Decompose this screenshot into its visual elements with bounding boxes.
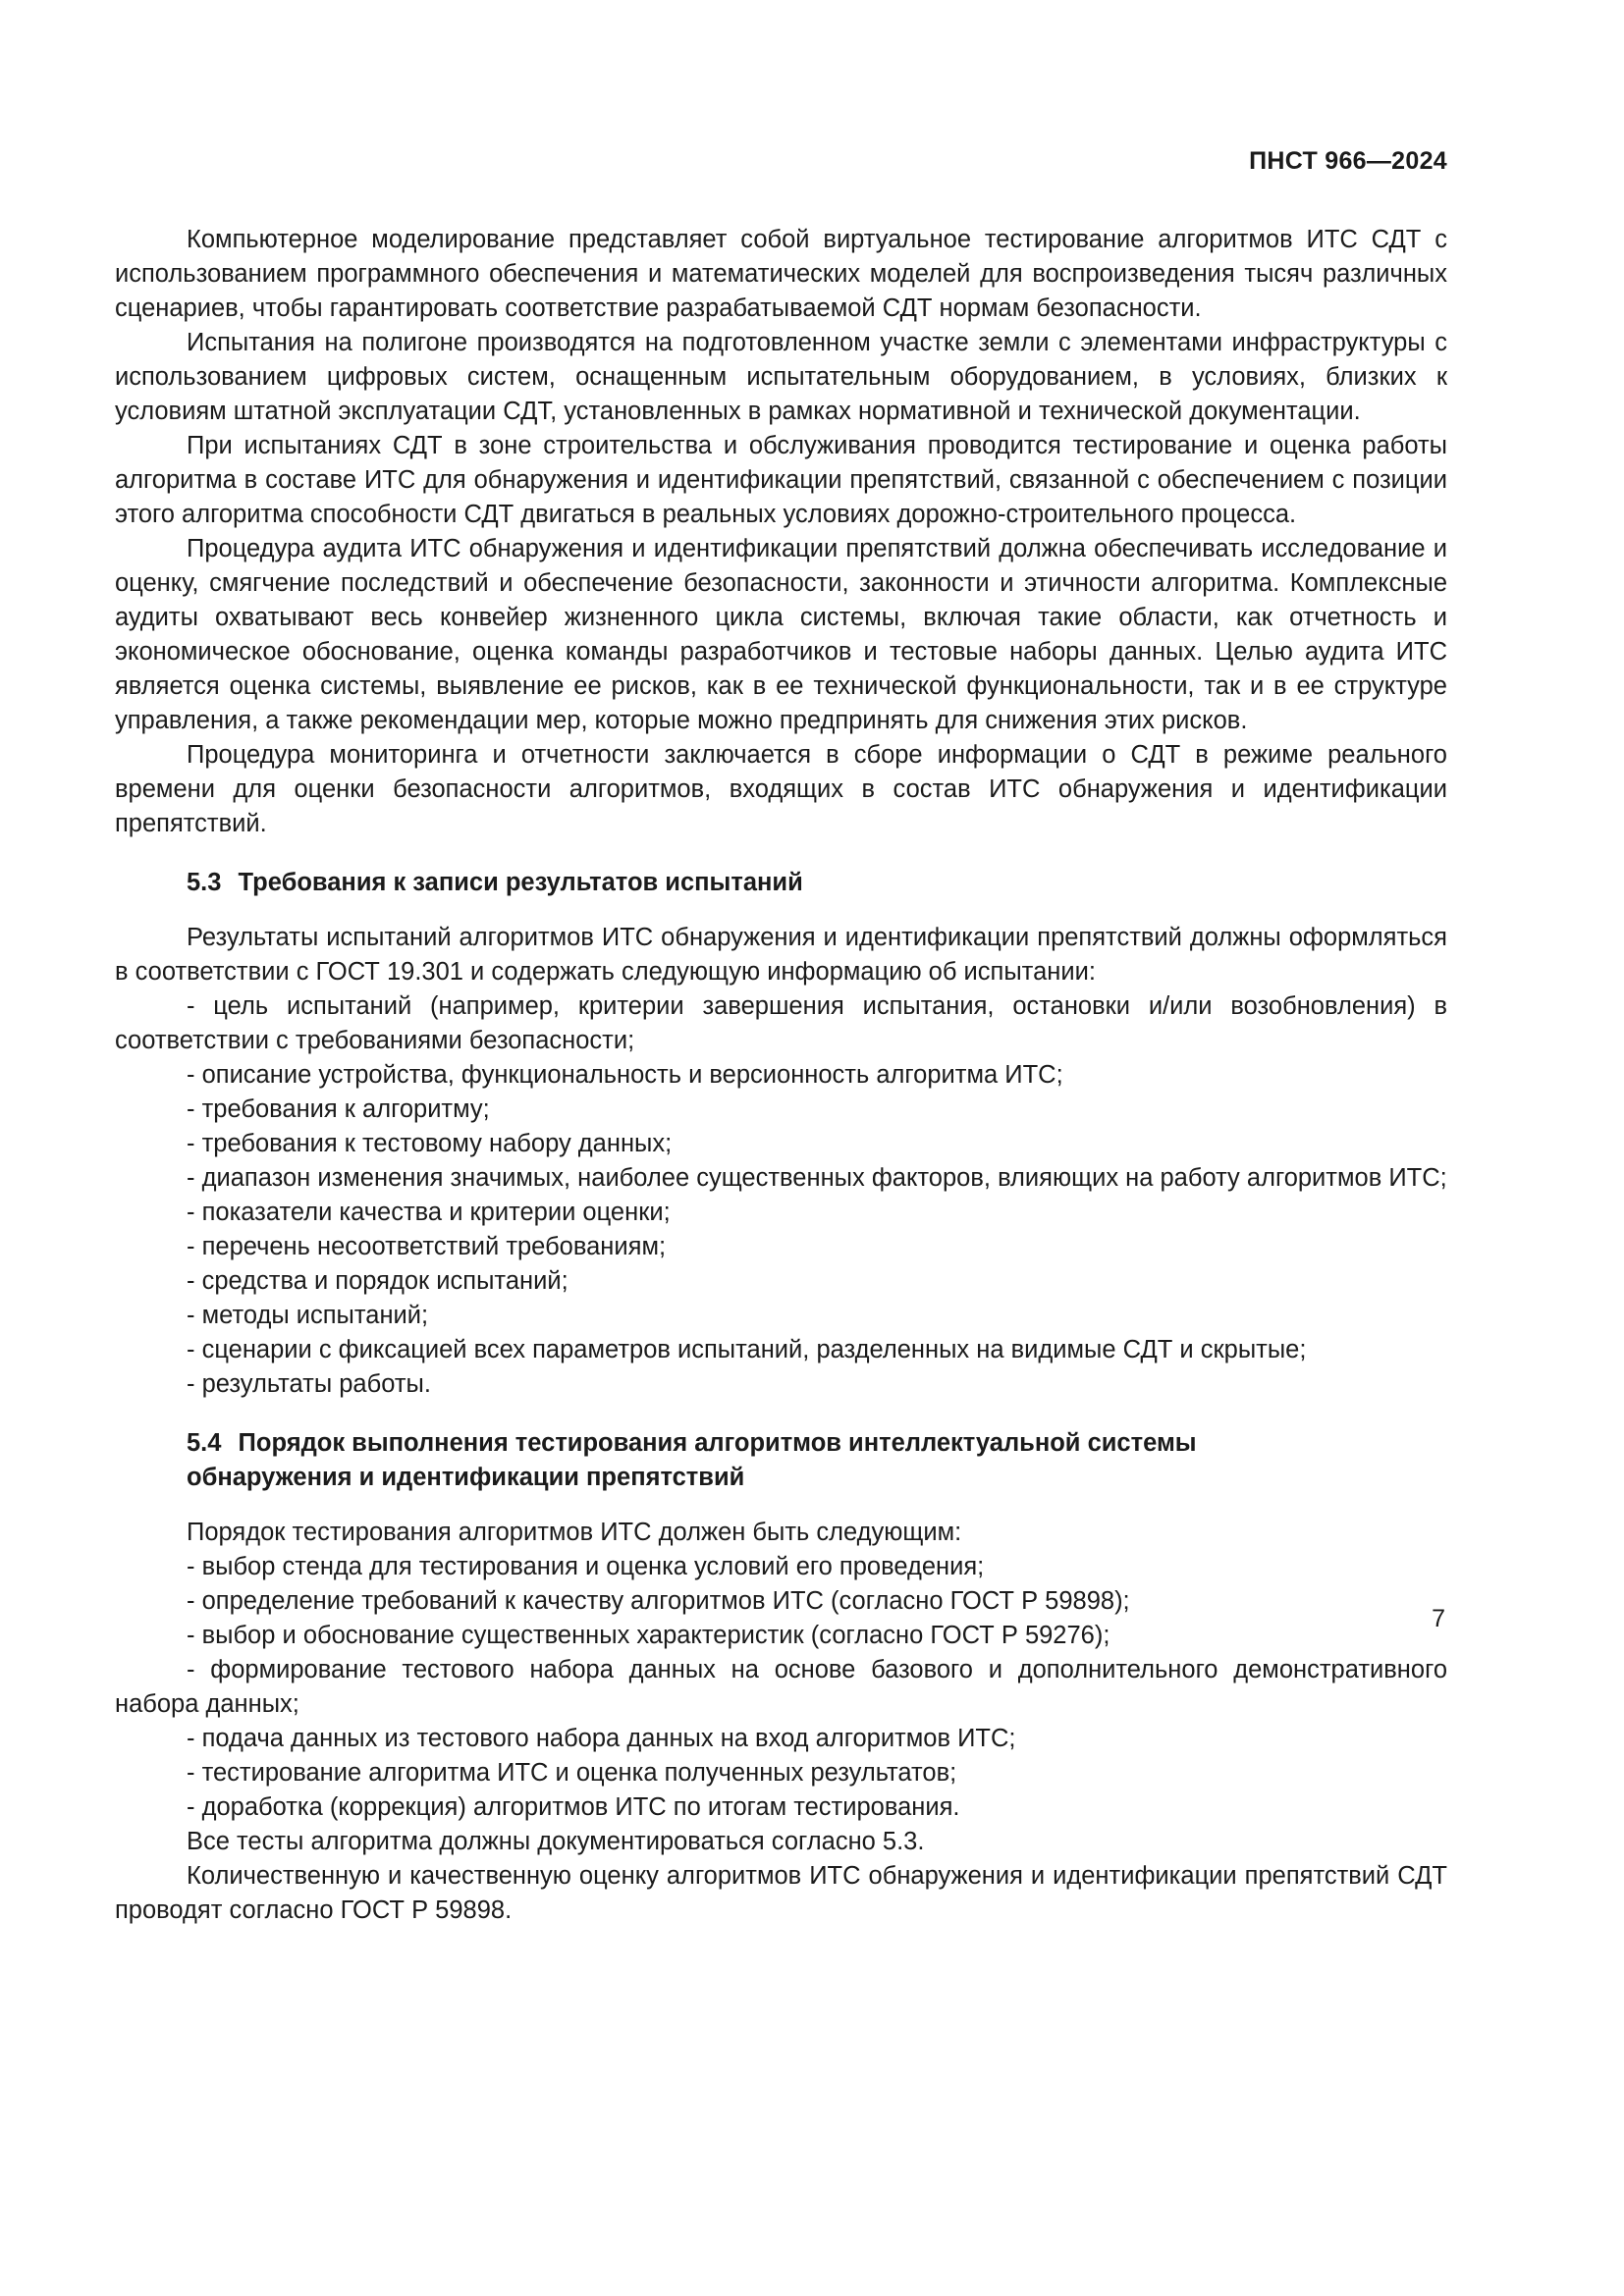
list-item: - методы испытаний; xyxy=(187,1302,429,1329)
list-item: - подача данных из тестового набора данных на вход алгоритмов ИТС; xyxy=(187,1725,1016,1752)
list-item: - определение требований к качеству алгоритмов ИТС (согласно ГОСТ Р 59898); xyxy=(187,1587,1130,1615)
section-5-3-title: Требования к записи результатов испытаний xyxy=(238,869,803,896)
list-item: - выбор стенда для тестирования и оценка условий его проведения; xyxy=(187,1553,985,1580)
list-item: - показатели качества и критерии оценки; xyxy=(187,1199,671,1226)
list-item: - цель испытаний (например, критерии завершения испытания, остановки и/или возобновления) в соответствии с требованиями безопасности; xyxy=(115,992,1447,1054)
paragraph-audit-procedure: Процедура аудита ИТС обнаружения и идентификации препятствий должна обеспечивать исследование и оценку, смягчение последствий и обеспечение безопасности, законности и этичности алгоритма. Комплексные аудиты охватывают весь конвейер жизненного цикла системы, включая такие области, как отчетность и экономическое обоснование, оценка команды разработчиков и тестовые наборы данных. Целью аудита ИТС является оценка системы, выявление ее рисков, как в ее технической функциональности, так и в ее структуре управления, а также рекомендации мер, которые можно предпринять для снижения этих рисков. xyxy=(115,535,1447,734)
list-item: - требования к тестовому набору данных; xyxy=(187,1130,673,1157)
list-item: - доработка (коррекция) алгоритмов ИТС по итогам тестирования. xyxy=(187,1793,960,1821)
section-5-4-intro: Порядок тестирования алгоритмов ИТС должен быть следующим: xyxy=(187,1519,962,1546)
section-5-4-closing-evaluation: Количественную и качественную оценку алгоритмов ИТС обнаружения и идентификации препятствий СДТ проводят согласно ГОСТ Р 59898. xyxy=(115,1862,1447,1924)
document-header-id: ПНСТ 966—2024 xyxy=(1249,147,1447,175)
list-item: - описание устройства, функциональность и версионность алгоритма ИТС; xyxy=(187,1061,1063,1089)
paragraph-monitoring-procedure: Процедура мониторинга и отчетности заключается в сборе информации о СДТ в режиме реального времени для оценки безопасности алгоритмов, входящих в состав ИТС обнаружения и идентификации препятствий. xyxy=(115,741,1447,837)
list-item: - требования к алгоритму; xyxy=(187,1095,490,1123)
section-5-4-closing-documentation: Все тесты алгоритма должны документироваться согласно 5.3. xyxy=(187,1828,925,1855)
list-item: - результаты работы. xyxy=(187,1370,431,1398)
section-5-4-number: 5.4 xyxy=(187,1429,222,1457)
section-5-3-heading xyxy=(115,866,1447,900)
section-5-4-heading xyxy=(115,1426,1447,1495)
paragraph-construction-zone-testing: При испытаниях СДТ в зоне строительства и обслуживания проводится тестирование и оценка работы алгоритма в составе ИТС для обнаружения и идентификации препятствий, связанной с обеспечением с позиции этого алгоритма способности СДТ двигаться в реальных условиях дорожно-строительного процесса. xyxy=(115,432,1447,528)
list-item: - средства и порядок испытаний; xyxy=(187,1267,568,1295)
section-5-3-intro: Результаты испытаний алгоритмов ИТС обнаружения и идентификации препятствий должны оформляться в соответствии с ГОСТ 19.301 и содержать следующую информацию об испытании: xyxy=(115,924,1447,986)
list-item: - диапазон изменения значимых, наиболее существенных факторов, влияющих на работу алгоритмов ИТС; xyxy=(187,1164,1447,1192)
list-item: - сценарии с фиксацией всех параметров испытаний, разделенных на видимые СДТ и скрытые; xyxy=(187,1336,1307,1363)
page-number: 7 xyxy=(1432,1605,1445,1632)
section-5-4-title-line1: Порядок выполнения тестирования алгоритмов интеллектуальной системы xyxy=(238,1429,1197,1457)
section-5-4-title-line2: обнаружения и идентификации препятствий xyxy=(187,1464,745,1491)
paragraph-computer-modeling: Компьютерное моделирование представляет собой виртуальное тестирование алгоритмов ИТС СДТ с использованием программного обеспечения и математических моделей для воспроизведения тысяч различных сценариев, чтобы гарантировать соответствие разрабатываемой СДТ нормам безопасности. xyxy=(115,226,1447,322)
list-item: - перечень несоответствий требованиям; xyxy=(187,1233,667,1260)
list-item: - выбор и обоснование существенных характеристик (согласно ГОСТ Р 59276); xyxy=(187,1622,1110,1649)
list-item: - тестирование алгоритма ИТС и оценка полученных результатов; xyxy=(187,1759,957,1787)
paragraph-field-testing: Испытания на полигоне производятся на подготовленном участке земли с элементами инфраструктуры с использованием цифровых систем, оснащенным испытательным оборудованием, в условиях, близких к условиям штатной эксплуатации СДТ, установленных в рамках нормативной и технической документации. xyxy=(115,329,1447,425)
section-5-3-number: 5.3 xyxy=(187,869,222,896)
list-item: - формирование тестового набора данных на основе базового и дополнительного демонстративного набора данных; xyxy=(115,1656,1447,1718)
document-body xyxy=(115,223,1447,1928)
